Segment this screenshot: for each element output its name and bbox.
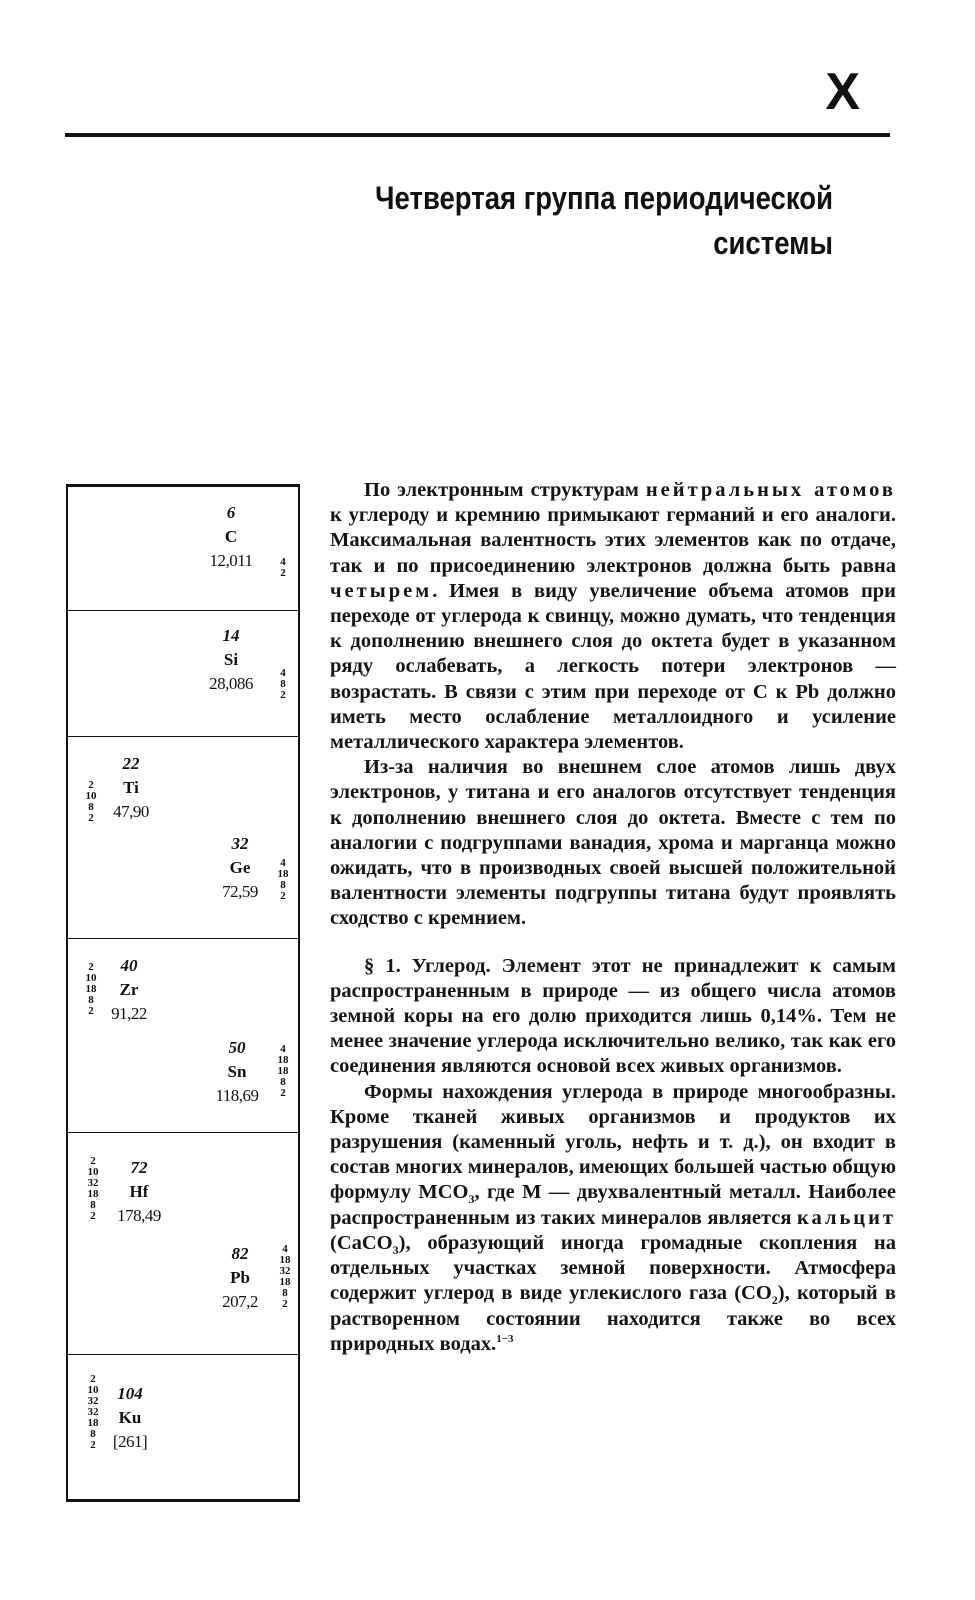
- element-titanium: [96, 752, 166, 824]
- atomic-mass: 91,22: [111, 1004, 147, 1023]
- atomic-number: 14: [222, 626, 240, 645]
- header-rule: [65, 133, 890, 137]
- atomic-mass: 28,086: [209, 674, 253, 693]
- element-hafnium: [104, 1156, 174, 1228]
- atomic-mass: 47,90: [113, 802, 149, 821]
- chapter-number: X: [825, 63, 860, 121]
- element-symbol: Pb: [230, 1268, 250, 1287]
- atomic-mass: 118,69: [215, 1086, 259, 1105]
- electron-shells: 2 10 32 32 18 8 2: [87, 1373, 99, 1451]
- element-zirconium: [94, 954, 164, 1026]
- table-cell-hafnium-lead: [68, 1132, 298, 1355]
- atomic-number: 40: [120, 956, 138, 975]
- atomic-number: 72: [130, 1158, 148, 1177]
- element-kurchatovium: [100, 1382, 160, 1454]
- electron-shells: 2 10 32 18 8 2: [87, 1155, 99, 1222]
- element-tin: [202, 1036, 272, 1108]
- element-symbol: Sn: [227, 1062, 247, 1081]
- atomic-mass: 178,49: [117, 1206, 161, 1225]
- atomic-mass: 12,011: [209, 551, 253, 570]
- chapter-title-line-2: системы: [713, 225, 833, 261]
- atomic-mass: 207,2: [222, 1292, 258, 1311]
- electron-shells: 4 8 2: [280, 667, 286, 701]
- element-silicon: [196, 624, 266, 696]
- table-cell-kurchatovium: [68, 1354, 298, 1496]
- atomic-number: 22: [122, 754, 140, 773]
- element-lead: [208, 1242, 272, 1314]
- section-1-carbon: § 1. Углерод. Элемент этот не принадлежит к самым распространенным в природе — из общего числа атомов земной коры на его долю приходится лишь 0,14%. Тем не менее значение углерода исключительно велико, так как его соединения являются основой всех живых организмов.: [330, 954, 896, 1078]
- paragraph-4: Формы нахождения углерода в природе многообразны. Кроме тканей живых организмов и продуктов их разрушения (каменный уголь, нефть и т. д.), он входит в состав многих минералов, имеющих большей частью общую формулу $MCO_3$, где M — двухвалентный металл. Наиболее распространенным из таких минералов является кальцит (CaCO$_3$), образующий иногда громадные скопления на отдельных участках земной поверхности. Атмосфера содержит углерод в виде углекислого газа $(CO_2)$, который в растворенном состоянии находится также во всех природных водах.$^{1-3}$: [330, 1080, 897, 1355]
- atomic-number: 104: [117, 1384, 143, 1403]
- element-symbol: Si: [223, 650, 239, 669]
- atomic-mass: 72,59: [222, 882, 258, 901]
- electron-shells: 4 18 32 18 8 2: [279, 1243, 291, 1310]
- element-germanium: [208, 832, 272, 904]
- element-symbol: Ge: [229, 858, 251, 877]
- chapter-title-line-1: Четвертая группа периодической: [375, 180, 833, 216]
- atomic-number: 50: [228, 1038, 246, 1057]
- paragraph-1: По электронным структурам нейтральных атомов к углероду и кремнию примыкают германий и его аналоги. Максимальная валентность этих элементов как по отдаче, так и по присоединению электронов должна быть равна четырем. Имея в виду увеличение объема атомов при переходе от углерода к свинцу, можно думать, что тенденция к дополнению внешнего слоя до октета будет в указанном ряду ослабевать, а легкость потери электронов — возрастать. В связи с этим при переходе от C к Pb должно иметь место ослабление металлоидного и усиление металлического характера элементов.: [330, 479, 896, 754]
- body-text: [330, 478, 896, 1357]
- paragraph-2: Из-за наличия во внешнем слое атомов лишь двух электронов, у титана и его аналогов отсутствует тенденция к дополнению внешнего слоя до октета. Вместе с тем по аналогии с подгруппами ванадия, хрома и марганца можно ожидать, что в производных своей высшей положительной валентности элементы подгруппы титана будут проявлять сходство с кремнием.: [330, 756, 896, 930]
- element-symbol: Hf: [129, 1182, 149, 1201]
- element-symbol: Zr: [119, 980, 139, 999]
- periodic-group-column: [66, 484, 300, 1502]
- electron-shells: 4 2: [280, 556, 286, 579]
- electron-shells: 4 18 8 2: [277, 857, 289, 902]
- element-symbol: C: [224, 527, 238, 546]
- element-symbol: Ku: [118, 1408, 142, 1427]
- chapter-title: [323, 176, 833, 266]
- atomic-number: 82: [231, 1244, 249, 1263]
- atomic-number: 32: [231, 834, 249, 853]
- electron-shells: 2 10 18 8 2: [85, 961, 97, 1017]
- table-cell-zirconium-tin: [68, 938, 298, 1133]
- electron-shells: 4 18 18 8 2: [277, 1043, 289, 1099]
- table-cell-titanium-germanium: [68, 736, 298, 939]
- element-carbon: [196, 501, 266, 573]
- atomic-mass: [261]: [112, 1432, 148, 1451]
- table-cell-carbon: [68, 487, 298, 611]
- electron-shells: 2 10 8 2: [85, 779, 97, 824]
- atomic-number: 6: [226, 503, 236, 522]
- table-cell-silicon: [68, 610, 298, 737]
- element-symbol: Ti: [123, 778, 139, 797]
